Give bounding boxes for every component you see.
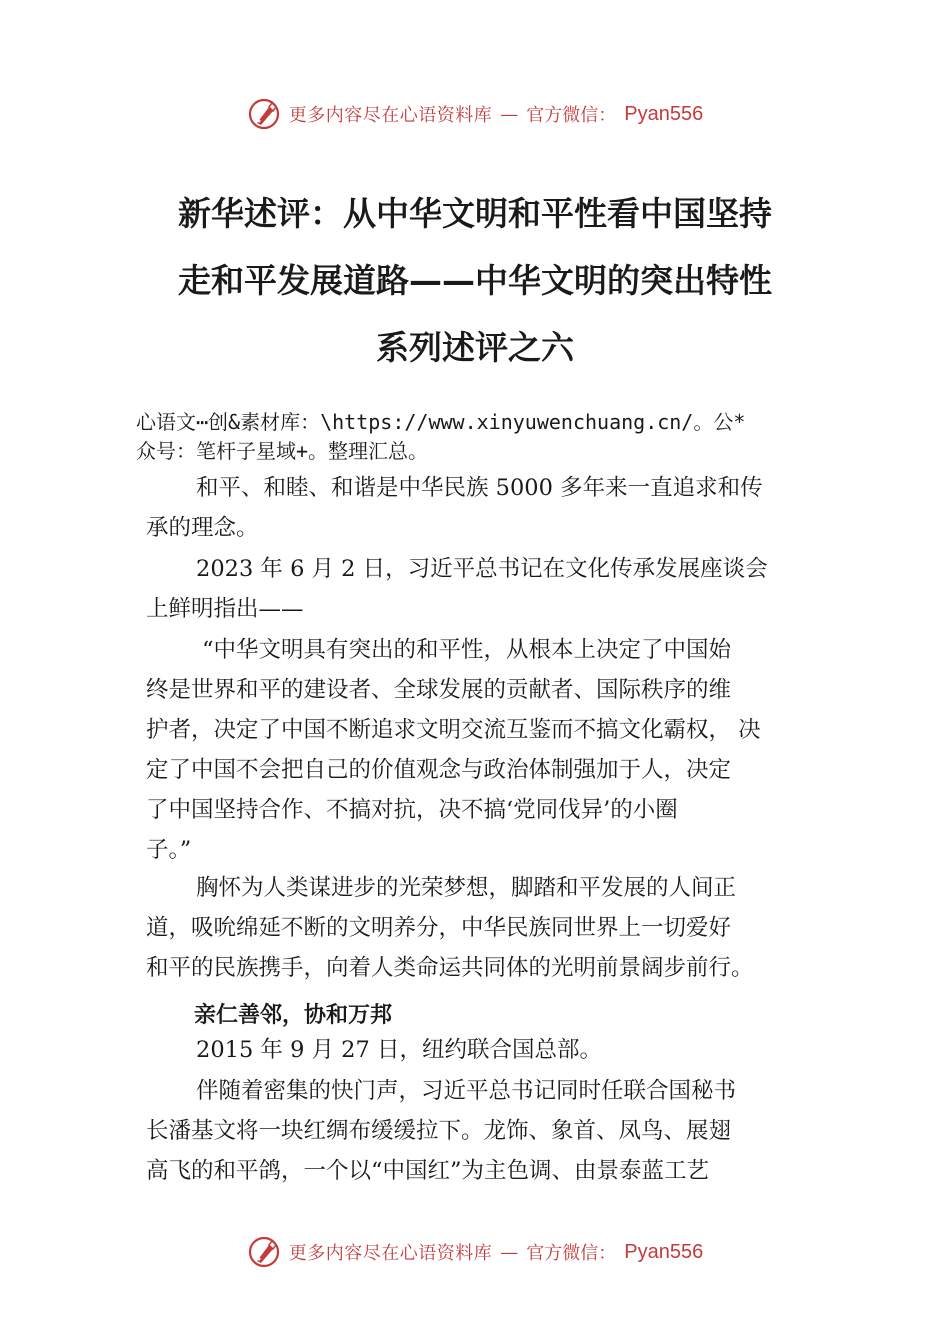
text-line: 承的理念。	[146, 515, 259, 541]
footer-banner	[0, 1232, 950, 1272]
article-title-line-3: 系列述评之六	[376, 328, 574, 367]
banner-separator: —	[500, 1241, 519, 1263]
text-line: “中华文明具有突出的和平性，从根本上决定了中国始	[202, 637, 732, 663]
paragraph-1	[146, 468, 826, 548]
paragraph-2	[146, 549, 826, 629]
pen-nib-logo-icon	[247, 1235, 281, 1269]
source-notice	[136, 408, 846, 466]
paragraph-3-quote	[146, 630, 826, 870]
text-line: 了中国坚持合作、不搞对抗，决不搞‘党同伐异’的小圈	[146, 797, 678, 823]
text-line: 终是世界和平的建设者、全球发展的贡献者、国际秩序的维	[146, 677, 732, 703]
source-notice-line: 心语文⋯创&素材库：\https://www.xinyuwenchuang.cn/。公*	[136, 410, 746, 434]
banner-wechat-label: 官方微信：	[526, 1243, 617, 1264]
text-line: 和平的民族携手，向着人类命运共同体的光明前景阔步前行。	[146, 955, 754, 981]
text-line: 道，吸吮绵延不断的文明养分，中华民族同世界上一切爱好	[146, 915, 732, 941]
text-line: 护者，决定了中国不断追求文明交流互鉴而不搞文化霸权， 决	[146, 717, 761, 743]
banner-wechat-label: 官方微信：	[526, 105, 617, 126]
pen-nib-logo-icon	[247, 97, 281, 131]
text-line: 上鲜明指出——	[146, 596, 304, 622]
text-line: 和平、和睦、和谐是中华民族 5000 多年来一直追求和传	[196, 475, 763, 501]
banner-wechat-id: Pyan556	[624, 1240, 704, 1263]
article-title-line-1: 新华述评：从中华文明和平性看中国坚持	[178, 194, 772, 233]
text-line: 高飞的和平鸽，一个以“中国红”为主色调、由景泰蓝工艺	[146, 1158, 710, 1184]
section-heading: 亲仁善邻，协和万邦	[194, 1003, 393, 1028]
text-line: 长潘基文将一块红绸布缓缓拉下。龙饰、象首、凤鸟、展翅	[146, 1118, 732, 1144]
text-line: 伴随着密集的快门声，习近平总书记同时任联合国秘书	[196, 1078, 737, 1104]
banner-site-name: 更多内容尽在心语资料库	[288, 105, 493, 126]
banner-separator: —	[500, 103, 519, 125]
text-line: 2023 年 6 月 2 日，习近平总书记在文化传承发展座谈会	[196, 556, 768, 582]
text-line: 2015 年 9 月 27 日，纽约联合国总部。	[196, 1037, 602, 1063]
banner-wechat-id: Pyan556	[624, 102, 704, 125]
article-title-line-2: 走和平发展道路——中华文明的突出特性	[178, 261, 772, 300]
paragraph-5	[146, 1030, 826, 1070]
text-line: 定了中国不会把自己的价值观念与政治体制强加于人，决定	[146, 757, 732, 783]
text-line: 子。”	[146, 837, 192, 863]
paragraph-4	[146, 868, 826, 988]
source-notice-line: 众号：笔杆子星域+。整理汇总。	[136, 439, 429, 463]
text-line: 胸怀为人类谋进步的光荣梦想，脚踏和平发展的人间正	[196, 875, 737, 901]
paragraph-6	[146, 1071, 826, 1191]
header-banner	[0, 94, 950, 134]
banner-site-name: 更多内容尽在心语资料库	[288, 1243, 493, 1264]
